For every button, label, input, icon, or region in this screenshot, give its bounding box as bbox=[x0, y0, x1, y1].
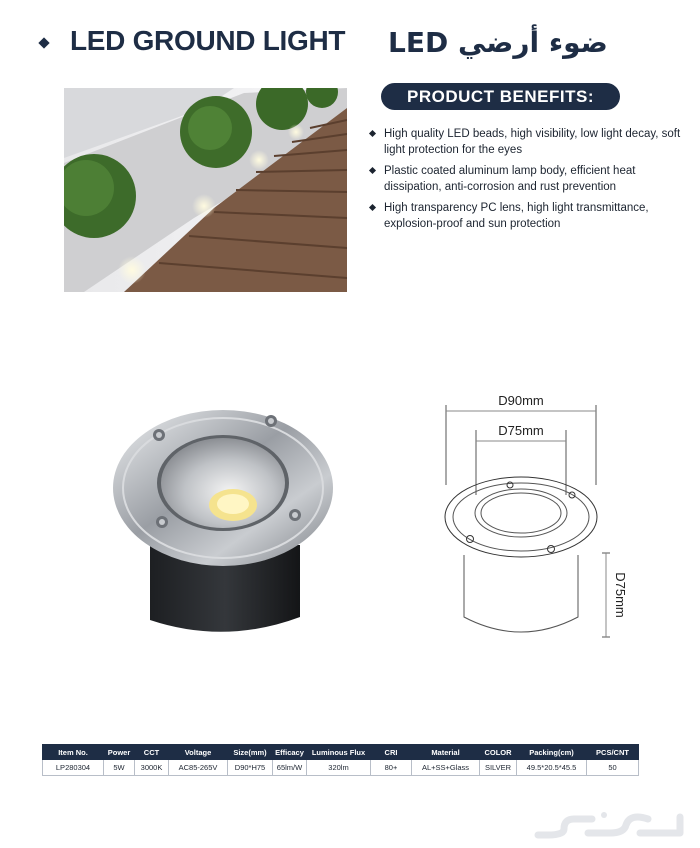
benefits-list bbox=[368, 126, 688, 237]
benefit-item bbox=[368, 200, 688, 232]
table-header-row bbox=[43, 745, 639, 760]
garden-photo bbox=[64, 88, 347, 292]
table-cell: 80+ bbox=[371, 760, 412, 776]
diamond-bullet-icon bbox=[369, 204, 376, 211]
benefit-item bbox=[368, 126, 688, 158]
header-cell: Size(mm) bbox=[228, 745, 273, 760]
header-cell: Efficacy bbox=[273, 745, 307, 760]
header-cell: CCT bbox=[135, 745, 169, 760]
title-ar: LED ضوء أرضي bbox=[388, 26, 608, 59]
header-cell: Packing(cm) bbox=[517, 745, 587, 760]
table-cell: SILVER bbox=[480, 760, 517, 776]
header-cell: Voltage bbox=[169, 745, 228, 760]
header-cell: COLOR bbox=[480, 745, 517, 760]
table-row bbox=[43, 760, 639, 776]
table-cell: 5W bbox=[104, 760, 135, 776]
header-cell: Luminous Flux bbox=[307, 745, 371, 760]
table-cell: 320lm bbox=[307, 760, 371, 776]
table-cell: 3000K bbox=[135, 760, 169, 776]
benefit-text: Plastic coated aluminum lamp body, efficient heat dissipation, anti-corrosion and rust prevention bbox=[384, 165, 636, 193]
benefits-heading: PRODUCT BENEFITS: bbox=[381, 83, 620, 110]
table-cell: 50 bbox=[587, 760, 639, 776]
table-cell: AC85-265V bbox=[169, 760, 228, 776]
bullet-icon bbox=[38, 37, 49, 48]
table-cell: D90*H75 bbox=[228, 760, 273, 776]
outer-diameter-label: D90mm bbox=[498, 393, 544, 408]
header-cell: Material bbox=[412, 745, 480, 760]
benefit-text: High transparency PC lens, high light transmittance, explosion-proof and sun protection bbox=[384, 202, 649, 230]
dimension-drawing bbox=[430, 385, 650, 665]
table-cell: 65lm/W bbox=[273, 760, 307, 776]
header-cell: Power bbox=[104, 745, 135, 760]
table-cell: LP280304 bbox=[43, 760, 104, 776]
title-en: LED GROUND LIGHT bbox=[70, 25, 346, 56]
header-cell: CRI bbox=[371, 745, 412, 760]
table-cell: 49.5*20.5*45.5 bbox=[517, 760, 587, 776]
watermark-logo bbox=[530, 805, 692, 843]
inner-diameter-label: D75mm bbox=[498, 423, 544, 438]
table-cell: AL+SS+Glass bbox=[412, 760, 480, 776]
header bbox=[0, 0, 700, 80]
header-cell: PCS/CNT bbox=[587, 745, 639, 760]
product-image bbox=[105, 395, 345, 655]
diamond-bullet-icon bbox=[369, 130, 376, 137]
benefit-item bbox=[368, 163, 688, 195]
spec-table bbox=[42, 744, 639, 776]
header-cell: Item No. bbox=[43, 745, 104, 760]
diamond-bullet-icon bbox=[369, 167, 376, 174]
benefit-text: High quality LED beads, high visibility, low light decay, soft light protection for the eyes bbox=[384, 128, 681, 156]
height-label: D75mm bbox=[613, 572, 628, 618]
